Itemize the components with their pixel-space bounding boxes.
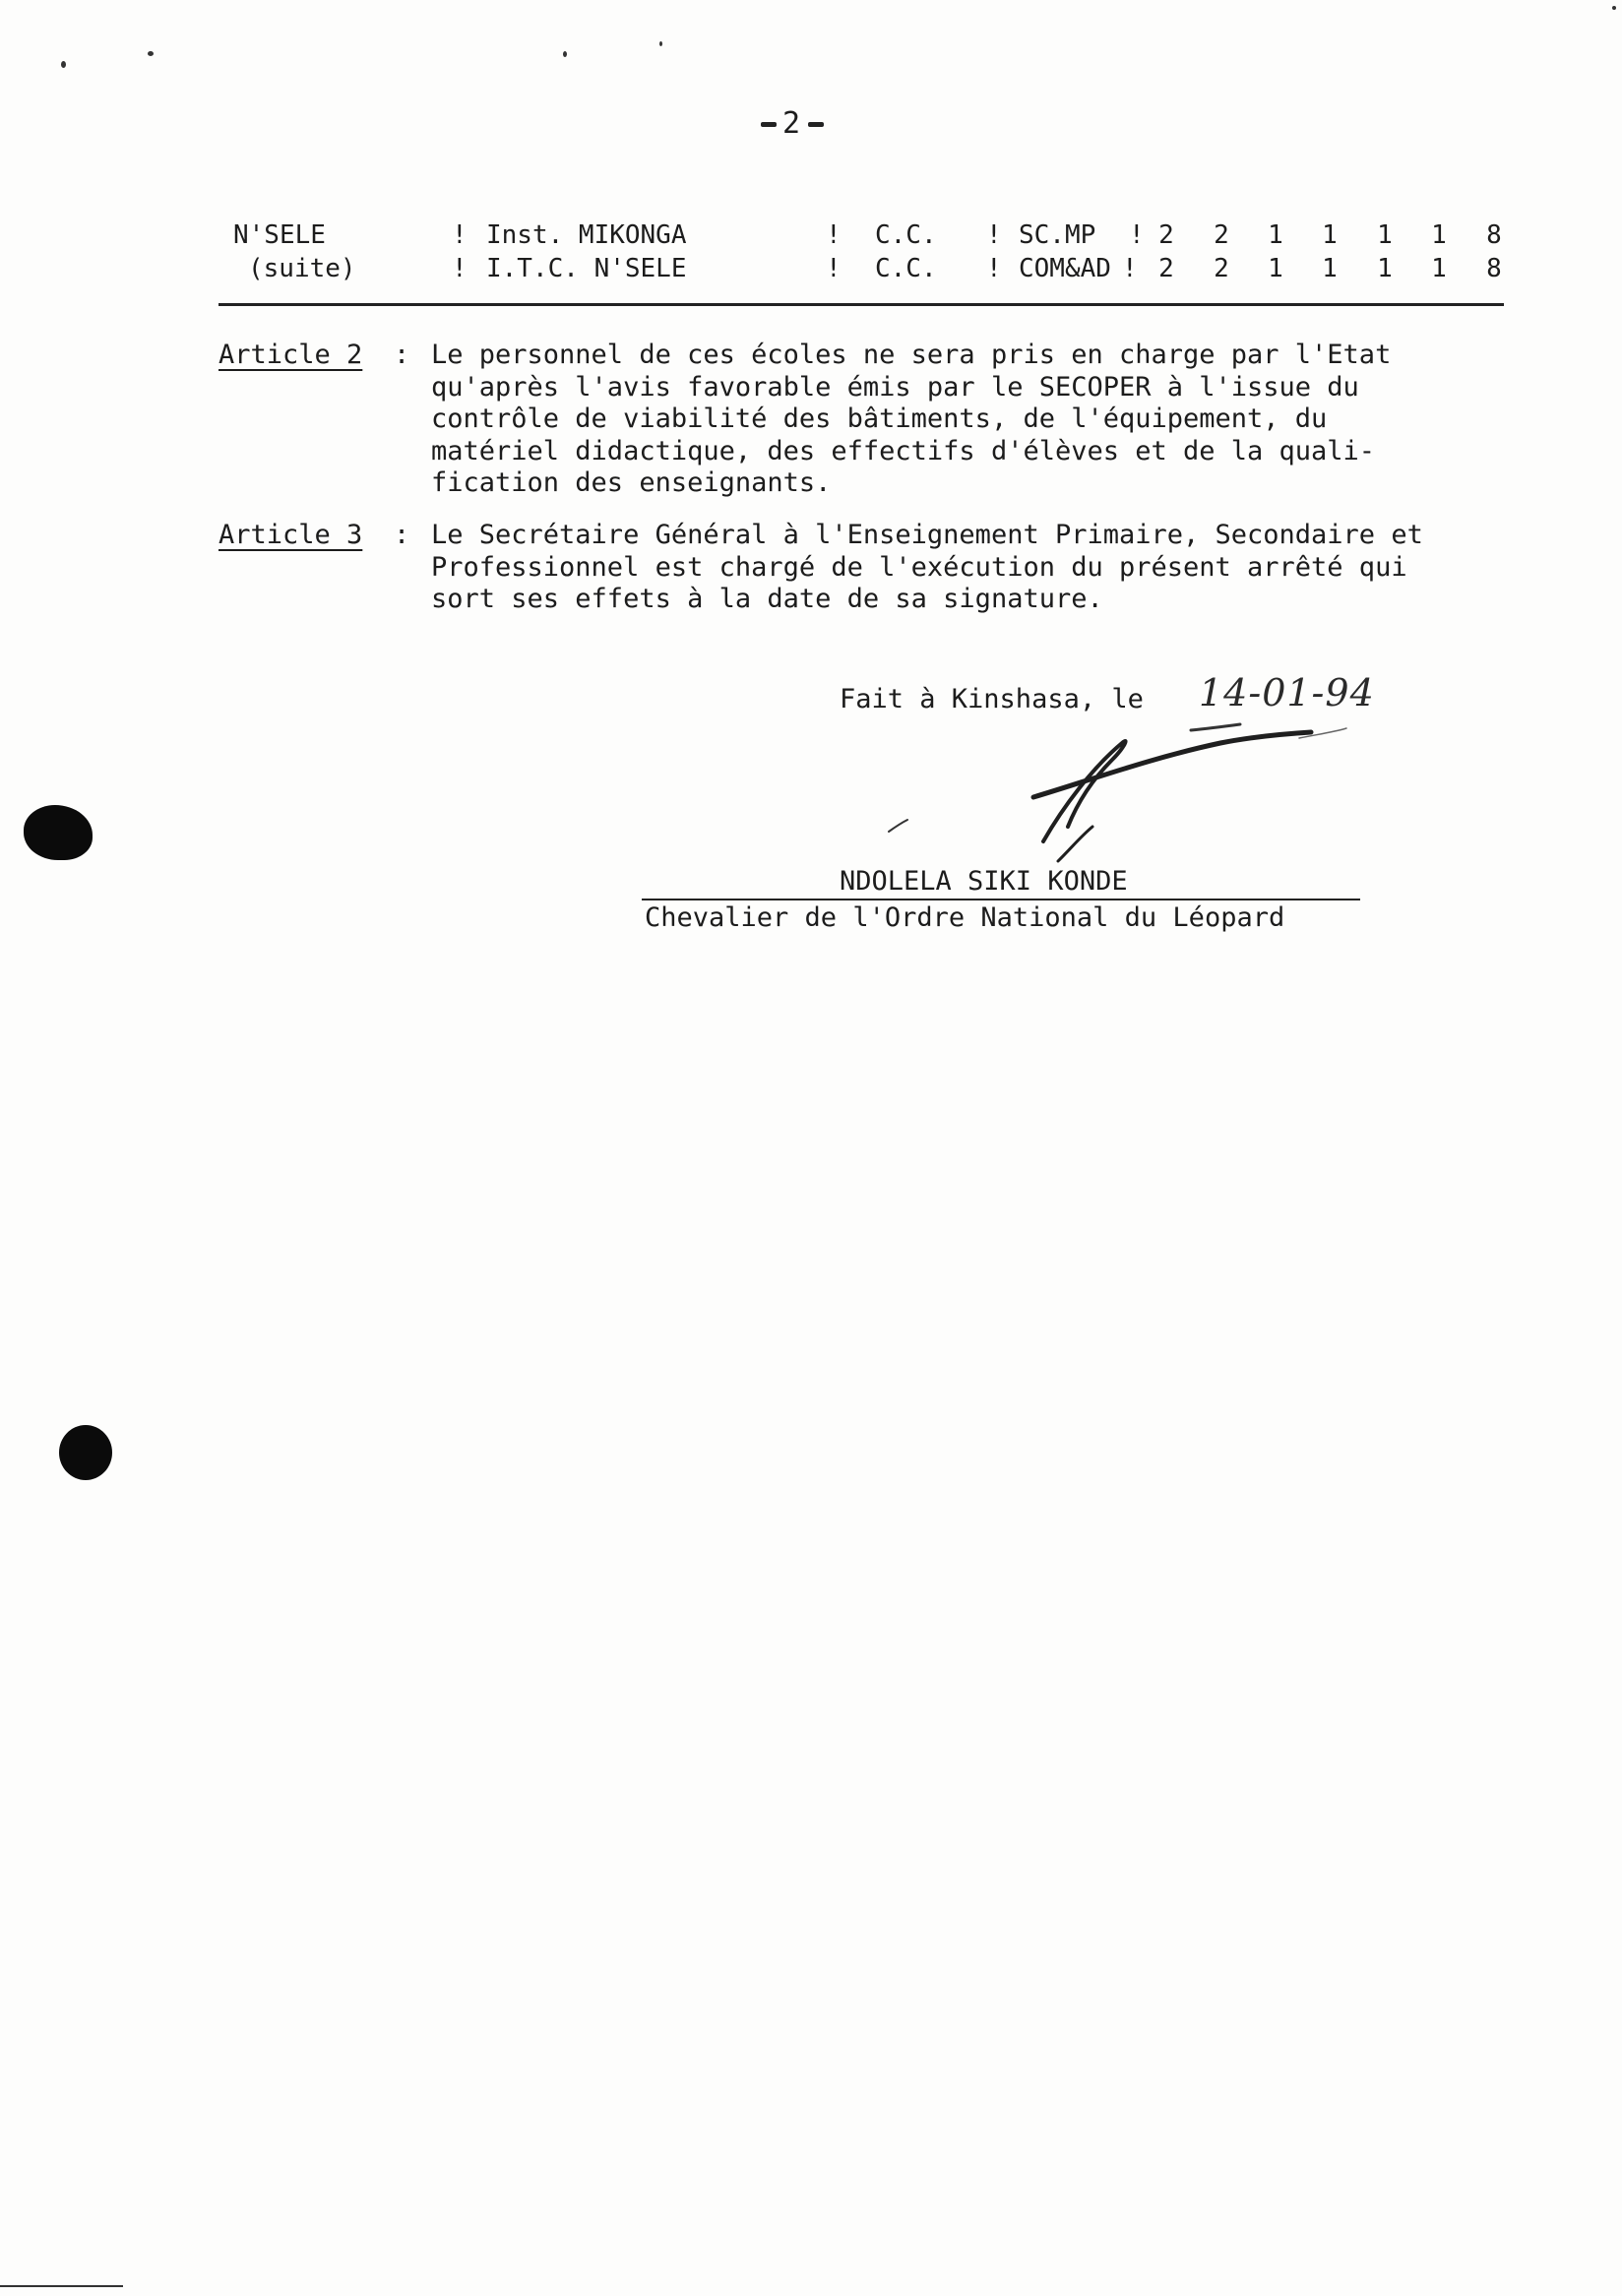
page-number xyxy=(0,106,1585,141)
article-line: Professionnel est chargé de l'exécution du présent arrêté qui xyxy=(431,551,1407,583)
article-line: contrôle de viabilité des bâtiments, de l'équipement, du xyxy=(431,403,1328,434)
cell-number: 1 xyxy=(1322,254,1338,283)
article-line: qu'après l'avis favorable émis par le SECOPER à l'issue du xyxy=(431,371,1359,403)
cell-location: N'SELE xyxy=(233,220,326,250)
schools-table xyxy=(218,218,1504,285)
cell-regime: C.C. xyxy=(875,254,937,283)
cell-number: 2 xyxy=(1158,254,1174,283)
handwritten-date: 14-01-94 xyxy=(1199,671,1375,714)
cell-number: 2 xyxy=(1214,254,1229,283)
cell-number: 1 xyxy=(1377,220,1393,250)
table-row xyxy=(218,218,1504,252)
article-line: Le personnel de ces écoles ne sera pris en charge par l'Etat xyxy=(431,340,1392,370)
article-colon: : xyxy=(394,340,410,370)
cell-number: 2 xyxy=(1214,220,1229,250)
article-label: Article 3 xyxy=(218,520,363,550)
scan-speck xyxy=(1612,6,1616,10)
cell-number: 1 xyxy=(1268,254,1283,283)
signer-name: NDOLELA SIKI KONDE xyxy=(840,866,1128,897)
cell-number-total: 8 xyxy=(1486,254,1502,283)
article-body xyxy=(431,520,1622,616)
cell-regime: C.C. xyxy=(875,220,937,250)
article-body xyxy=(431,340,1622,500)
article-line: sort ses effets à la date de sa signature. xyxy=(431,584,1103,614)
article-line: matériel didactique, des effectifs d'élèves et de la quali- xyxy=(431,435,1376,466)
cell-separator: ! xyxy=(1129,220,1145,250)
signer-rule xyxy=(642,899,1360,900)
cell-separator: ! xyxy=(826,220,842,250)
cell-school: Inst. MIKONGA xyxy=(486,220,687,250)
cell-separator: ! xyxy=(826,254,842,283)
cell-number: 1 xyxy=(1268,220,1283,250)
article-line: fication des enseignants. xyxy=(431,467,832,498)
page-number-value: 2 xyxy=(781,106,803,141)
cell-number: 1 xyxy=(1431,254,1447,283)
cell-separator: ! xyxy=(1122,254,1138,283)
cell-option: COM&AD xyxy=(1019,254,1111,283)
cell-number: 1 xyxy=(1431,220,1447,250)
cell-number: 1 xyxy=(1322,220,1338,250)
scan-speck xyxy=(659,41,662,46)
scan-speck xyxy=(61,61,66,68)
scan-edge-line xyxy=(0,2285,123,2287)
cell-location: (suite) xyxy=(248,254,356,283)
punch-hole xyxy=(24,805,93,860)
cell-separator: ! xyxy=(986,254,1002,283)
scan-speck xyxy=(563,51,567,57)
handwritten-signature xyxy=(866,689,1417,866)
cell-separator: ! xyxy=(986,220,1002,250)
table-bottom-rule xyxy=(218,303,1504,306)
punch-hole xyxy=(59,1425,112,1480)
cell-separator: ! xyxy=(452,254,468,283)
cell-number-total: 8 xyxy=(1486,220,1502,250)
article-line: Le Secrétaire Général à l'Enseignement Primaire, Secondaire et xyxy=(431,520,1423,550)
article-colon: : xyxy=(394,520,410,550)
scan-speck xyxy=(148,51,154,56)
table-row xyxy=(218,252,1504,285)
place-and-date-label: Fait à Kinshasa, le xyxy=(840,684,1144,714)
signer-title: Chevalier de l'Ordre National du Léopard xyxy=(645,902,1285,933)
cell-separator: ! xyxy=(452,220,468,250)
cell-number: 2 xyxy=(1158,220,1174,250)
article-label: Article 2 xyxy=(218,340,363,370)
dash-right xyxy=(808,122,824,127)
cell-option: SC.MP xyxy=(1019,220,1096,250)
dash-left xyxy=(761,122,777,127)
cell-school: I.T.C. N'SELE xyxy=(486,254,687,283)
cell-number: 1 xyxy=(1377,254,1393,283)
